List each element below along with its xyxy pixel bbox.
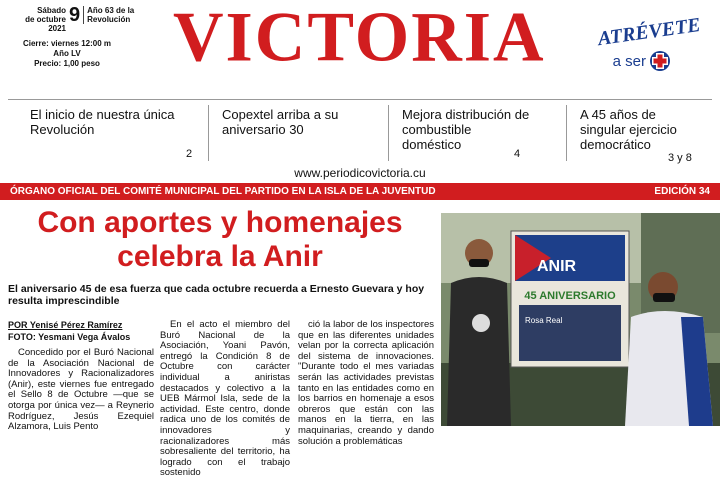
article-lede: El aniversario 45 de esa fuerza que cada octubre recuerda a Ernesto Guevara y hoy resulta imprescindible: [8, 283, 425, 307]
poster-small-text: Rosa Real: [525, 316, 563, 325]
byline: [8, 319, 158, 343]
teaser-strip: [0, 99, 720, 165]
column-1-text: Concedido por el Buró Nacional de la Asociación Nacional de Innovadores y Racionalizadores (Anir), este viernes fue entregado el Sello 8 de Octubre —que se otorga por única vez— a Reynerio Rodríguez, Jesús Ezequiel Alzamora, Luis Pento: [8, 347, 154, 433]
article-column-3: [298, 320, 434, 447]
top-rule: [8, 99, 712, 100]
teaser-divider: [208, 105, 209, 161]
newspaper-title: VICTORIA: [173, 0, 546, 77]
organ-text: ÓRGANO OFICIAL DEL COMITÉ MUNICIPAL DEL PARTIDO EN LA ISLA DE LA JUVENTUD: [10, 186, 436, 197]
teaser-divider: [566, 105, 567, 161]
price: Precio: 1,00 peso: [34, 59, 100, 68]
year-line1: Año 63 de la: [87, 6, 135, 15]
masthead-meta: [22, 39, 112, 69]
column-3-text: ció la labor de los inspectores que en las diferentes unidades velan por la correcta aplicación del sistema de innovaciones. "Durante todo el mes variadas serán las actividades previstas tanto en las entidades como en los barrios en homenaje a esos obreros que están con las manos en la tierra, en las maquinarias, creando y dando solución a problemáticas: [298, 319, 434, 447]
teaser-2[interactable]: [222, 107, 382, 137]
day-number: 9: [69, 6, 84, 24]
teaser-1[interactable]: [30, 107, 180, 137]
teaser-4-text: A 45 años de singular ejercicio democrático: [580, 107, 677, 152]
logo-text-aser: a ser: [612, 53, 646, 70]
photo-credit: FOTO: Yesmani Vega Ávalos: [8, 332, 131, 342]
date-label: [8, 6, 66, 33]
poster-title: ANIR: [537, 258, 577, 275]
teaser-divider: [388, 105, 389, 161]
organ-banner: [0, 183, 720, 200]
teaser-3-text: Mejora distribución de combustible doméstico: [402, 107, 530, 152]
article-column-1: [8, 348, 154, 433]
article-photo[interactable]: [441, 213, 720, 426]
teaser-4[interactable]: [580, 107, 700, 152]
teaser-3[interactable]: [402, 107, 532, 152]
year-line2: Revolución: [87, 15, 131, 24]
teaser-4-page: 3 y 8: [668, 152, 692, 164]
teaser-1-page: 2: [186, 148, 193, 160]
logo-text-atrevete: ATRÉVETE: [596, 13, 702, 51]
teaser-2-text: Copextel arriba a su aniversario 30: [222, 107, 339, 137]
article-headline[interactable]: Con aportes y homenajes celebra la Anir: [37, 206, 403, 273]
author: POR Yenisé Pérez Ramírez: [8, 320, 123, 330]
volume-year: Año LV: [53, 49, 81, 58]
teaser-3-page: 4: [514, 148, 521, 160]
poster-subtitle: 45 ANIVERSARIO: [524, 290, 616, 302]
edition-number: EDICIÓN 34: [654, 186, 710, 197]
website-url[interactable]: www.periodicovictoria.cu: [294, 166, 426, 180]
article-column-2: [160, 320, 290, 479]
column-2-text: En el acto el miembro del Buró Nacional de la Asociación, Yoani Pavón, entregó la Condición 8 de Octubre con carácter individual a aniristas destacados y colectivo a la UEB Mármol Isla, sede de la actividad. Este centro, donde radica uno de los comités de innovadores y racionalizadores más sobresaliente del territorio, ha logrado con el trabajo sostenido: [160, 319, 290, 479]
year-label: [87, 6, 147, 24]
close-time: Cierre: viernes 12:00 m: [22, 39, 112, 48]
date-line: de octubre 2021: [25, 15, 66, 33]
atrevete-logo: [590, 8, 710, 74]
day-label: Sábado: [37, 6, 66, 15]
teaser-1-text: El inicio de nuestra única Revolución: [30, 107, 175, 137]
date-box: [8, 6, 158, 69]
